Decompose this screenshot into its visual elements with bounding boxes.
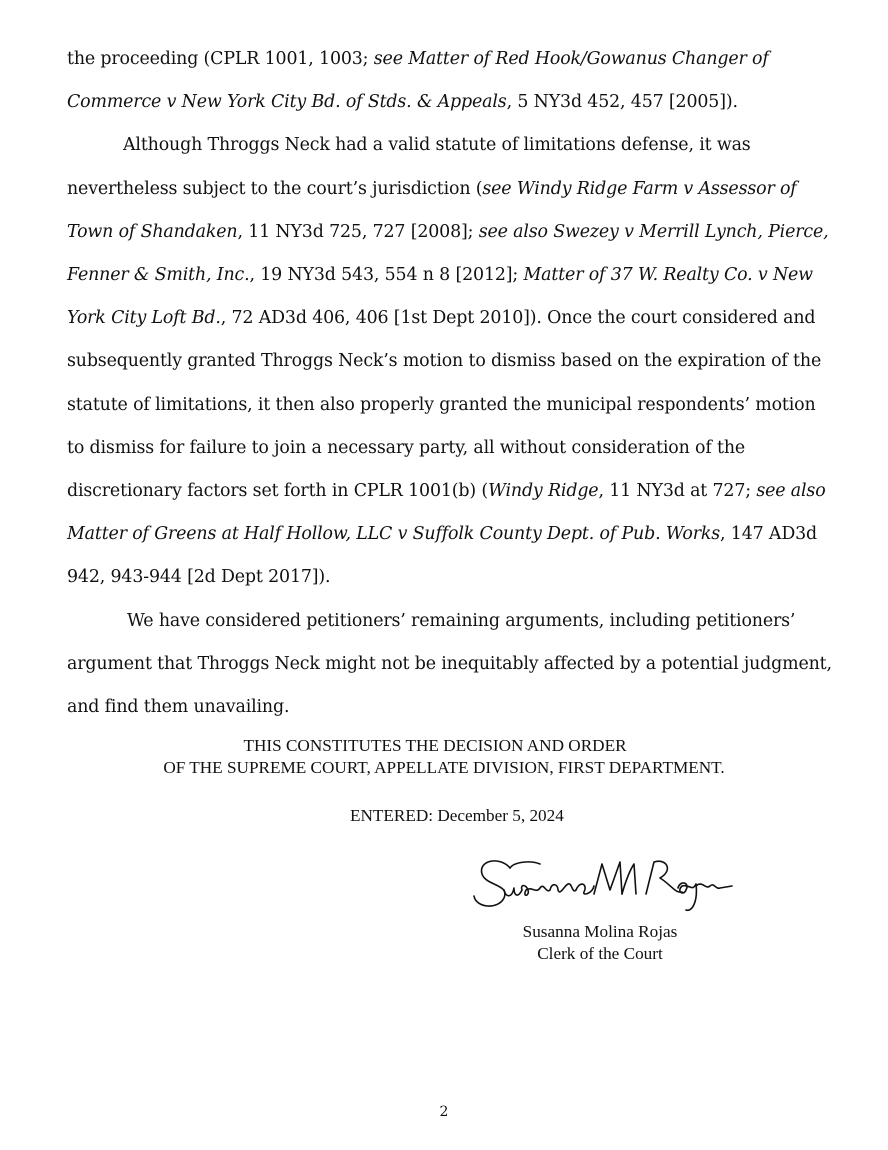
paragraph-2-line-7: statute of limitations, it then also properly granted the municipal respondents’ motion [67, 394, 816, 415]
clerk-block [490, 921, 710, 965]
case-citation: Commerce v New York City Bd. of Stds. & Appeals [67, 92, 507, 113]
text-run: , 11 NY3d at 727; [598, 481, 757, 502]
paragraph-1-line-2 [67, 81, 817, 124]
text-run: , 147 AD3d [720, 524, 818, 545]
text-run: the proceeding (CPLR 1001, 1003; [67, 49, 374, 69]
case-citation: Fenner & Smith, Inc. [67, 265, 250, 286]
case-citation: Matter of Greens at Half Hollow, LLC v Suffolk County Dept. of Pub. Works [67, 524, 721, 545]
paragraph-3-line-3: and find them unavailing. [67, 697, 290, 718]
clerk-name: Susanna Molina Rojas [522, 922, 678, 941]
text-run: , 72 AD3d 406, 406 [1st Dept 2010]). Once the court considered and [220, 308, 816, 329]
decree-line-1: THIS CONSTITUTES THE DECISION AND ORDER [243, 736, 627, 755]
case-citation: York City Loft Bd. [67, 308, 221, 329]
text-run: nevertheless subject to the court’s jurisdiction ( [67, 178, 483, 199]
case-citation: Matter of 37 W. Realty Co. v New [523, 265, 813, 286]
paragraph-2-line-10 [67, 513, 817, 556]
text-run: discretionary factors set forth in CPLR 1001(b) ( [67, 481, 489, 502]
case-citation: see also [756, 481, 826, 502]
case-citation: see Matter of Red Hook/Gowanus Changer of [373, 49, 769, 69]
paragraph-1-line-1 [67, 38, 817, 81]
paragraph-1 [67, 38, 817, 124]
decision-and-order-statement [0, 735, 888, 779]
paragraph-2-line-1: Although Throggs Neck had a valid statute of limitations defense, it was [123, 135, 751, 156]
case-citation: see Windy Ridge Farm v Assessor of [482, 178, 797, 199]
paragraph-2-line-9 [67, 470, 826, 513]
decree-line-2: OF THE SUPREME COURT, APPELLATE DIVISION, FIRST DEPARTMENT. [163, 758, 725, 777]
paragraph-2-line-11: 942, 943-944 [2d Dept 2017]). [67, 567, 331, 588]
paragraph-2-line-2 [67, 168, 817, 211]
paragraph-3 [67, 600, 832, 730]
text-run: , 19 NY3d 543, 554 n 8 [2012]; [249, 265, 524, 286]
case-citation: Town of Shandaken [67, 221, 238, 242]
paragraph-2-line-5 [67, 297, 817, 340]
text-run: , 11 NY3d 725, 727 [2008]; [237, 221, 479, 242]
paragraph-2-line-4 [67, 254, 817, 297]
case-citation: see also Swezey v Merrill Lynch, Pierce, [478, 221, 829, 242]
page-number: 2 [439, 1104, 449, 1120]
entered-date: ENTERED: December 5, 2024 [350, 806, 564, 825]
opinion-body [67, 38, 832, 729]
text-run: , 5 NY3d 452, 457 [2005]). [506, 92, 738, 113]
paragraph-2 [67, 124, 829, 599]
paragraph-3-line-1: We have considered petitioners’ remaining arguments, including petitioners’ [127, 610, 796, 631]
clerk-title: Clerk of the Court [537, 944, 663, 963]
paragraph-2-line-6: subsequently granted Throggs Neck’s motion to dismiss based on the expiration of the [67, 351, 822, 372]
case-citation: Windy Ridge [488, 481, 599, 502]
paragraph-3-line-2: argument that Throggs Neck might not be inequitably affected by a potential judgment, [67, 653, 832, 674]
paragraph-2-line-8: to dismiss for failure to join a necessary party, all without consideration of the [67, 437, 746, 458]
clerk-signature [470, 850, 740, 920]
paragraph-2-line-3 [67, 211, 829, 254]
